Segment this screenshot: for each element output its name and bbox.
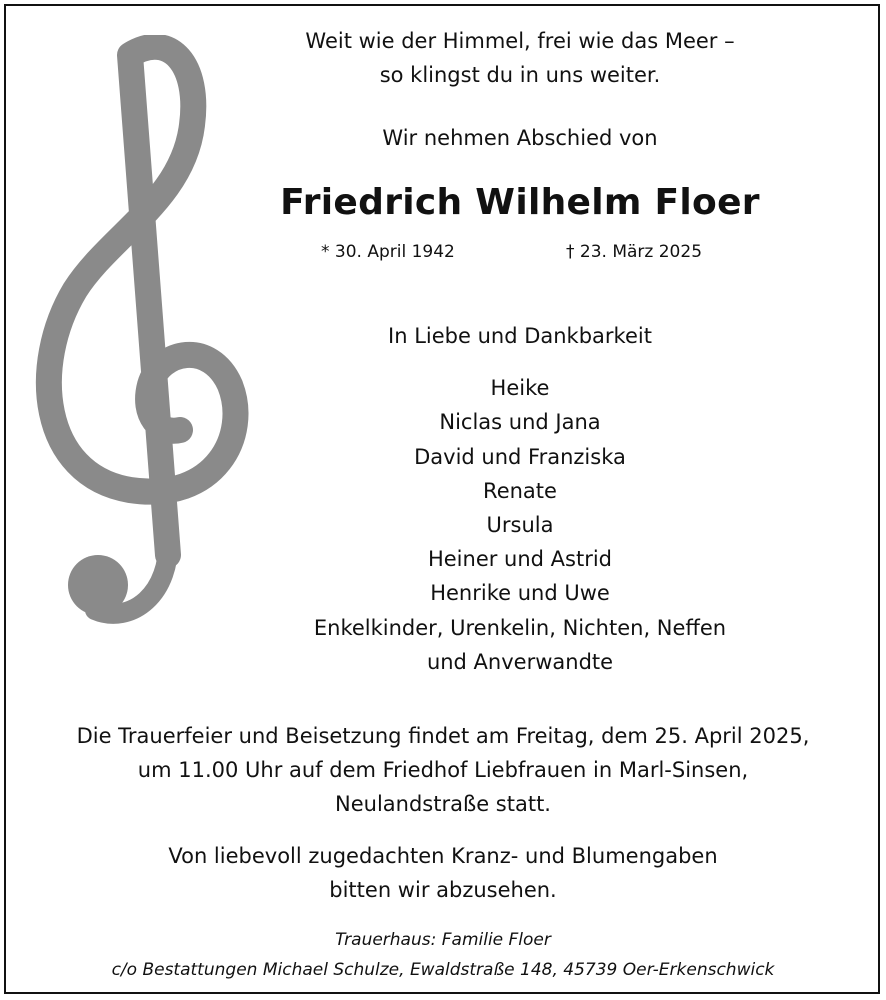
deceased-name: Friedrich Wilhelm Floer	[280, 182, 760, 223]
mourner-name: Enkelkinder, Urenkelin, Nichten, Neffen	[313, 616, 727, 640]
contact-line-2: c/o Bestattungen Michael Schulze, Ewaldstraße 148, 45739 Oer-Erkenschwick	[111, 960, 775, 980]
poem-line-2: so klingst du in uns weiter.	[379, 63, 661, 87]
closing-text: In Liebe und Dankbarkeit	[388, 324, 652, 348]
mourner-name: David und Franziska	[414, 445, 626, 469]
funeral-line-2: um 11.00 Uhr auf dem Friedhof Liebfrauen in Marl-Sinsen,	[137, 758, 749, 782]
mourner-name: Renate	[483, 479, 557, 503]
flowers-line-1: Von liebevoll zugedachten Kranz- und Blumengaben	[168, 844, 718, 868]
mourner-name: und Anverwandte	[426, 650, 614, 674]
contact-line-1: Trauerhaus: Familie Floer	[335, 930, 551, 950]
funeral-line-3: Neulandstraße statt.	[335, 792, 551, 816]
birth-date: * 30. April 1942	[321, 242, 455, 262]
mourner-name: Henrike und Uwe	[430, 581, 610, 605]
funeral-line-1: Die Trauerfeier und Beisetzung findet am Freitag, dem 25. April 2025,	[76, 724, 810, 748]
mourner-name: Ursula	[486, 513, 554, 537]
flowers-line-2: bitten wir abzusehen.	[329, 878, 557, 902]
poem-line-1: Weit wie der Himmel, frei wie das Meer –	[305, 29, 735, 53]
mourner-name: Heiner und Astrid	[427, 547, 613, 571]
mourner-name: Heike	[490, 376, 550, 400]
mourner-name: Niclas und Jana	[439, 410, 601, 434]
intro-text: Wir nehmen Abschied von	[382, 126, 658, 150]
death-date: † 23. März 2025	[566, 242, 703, 262]
